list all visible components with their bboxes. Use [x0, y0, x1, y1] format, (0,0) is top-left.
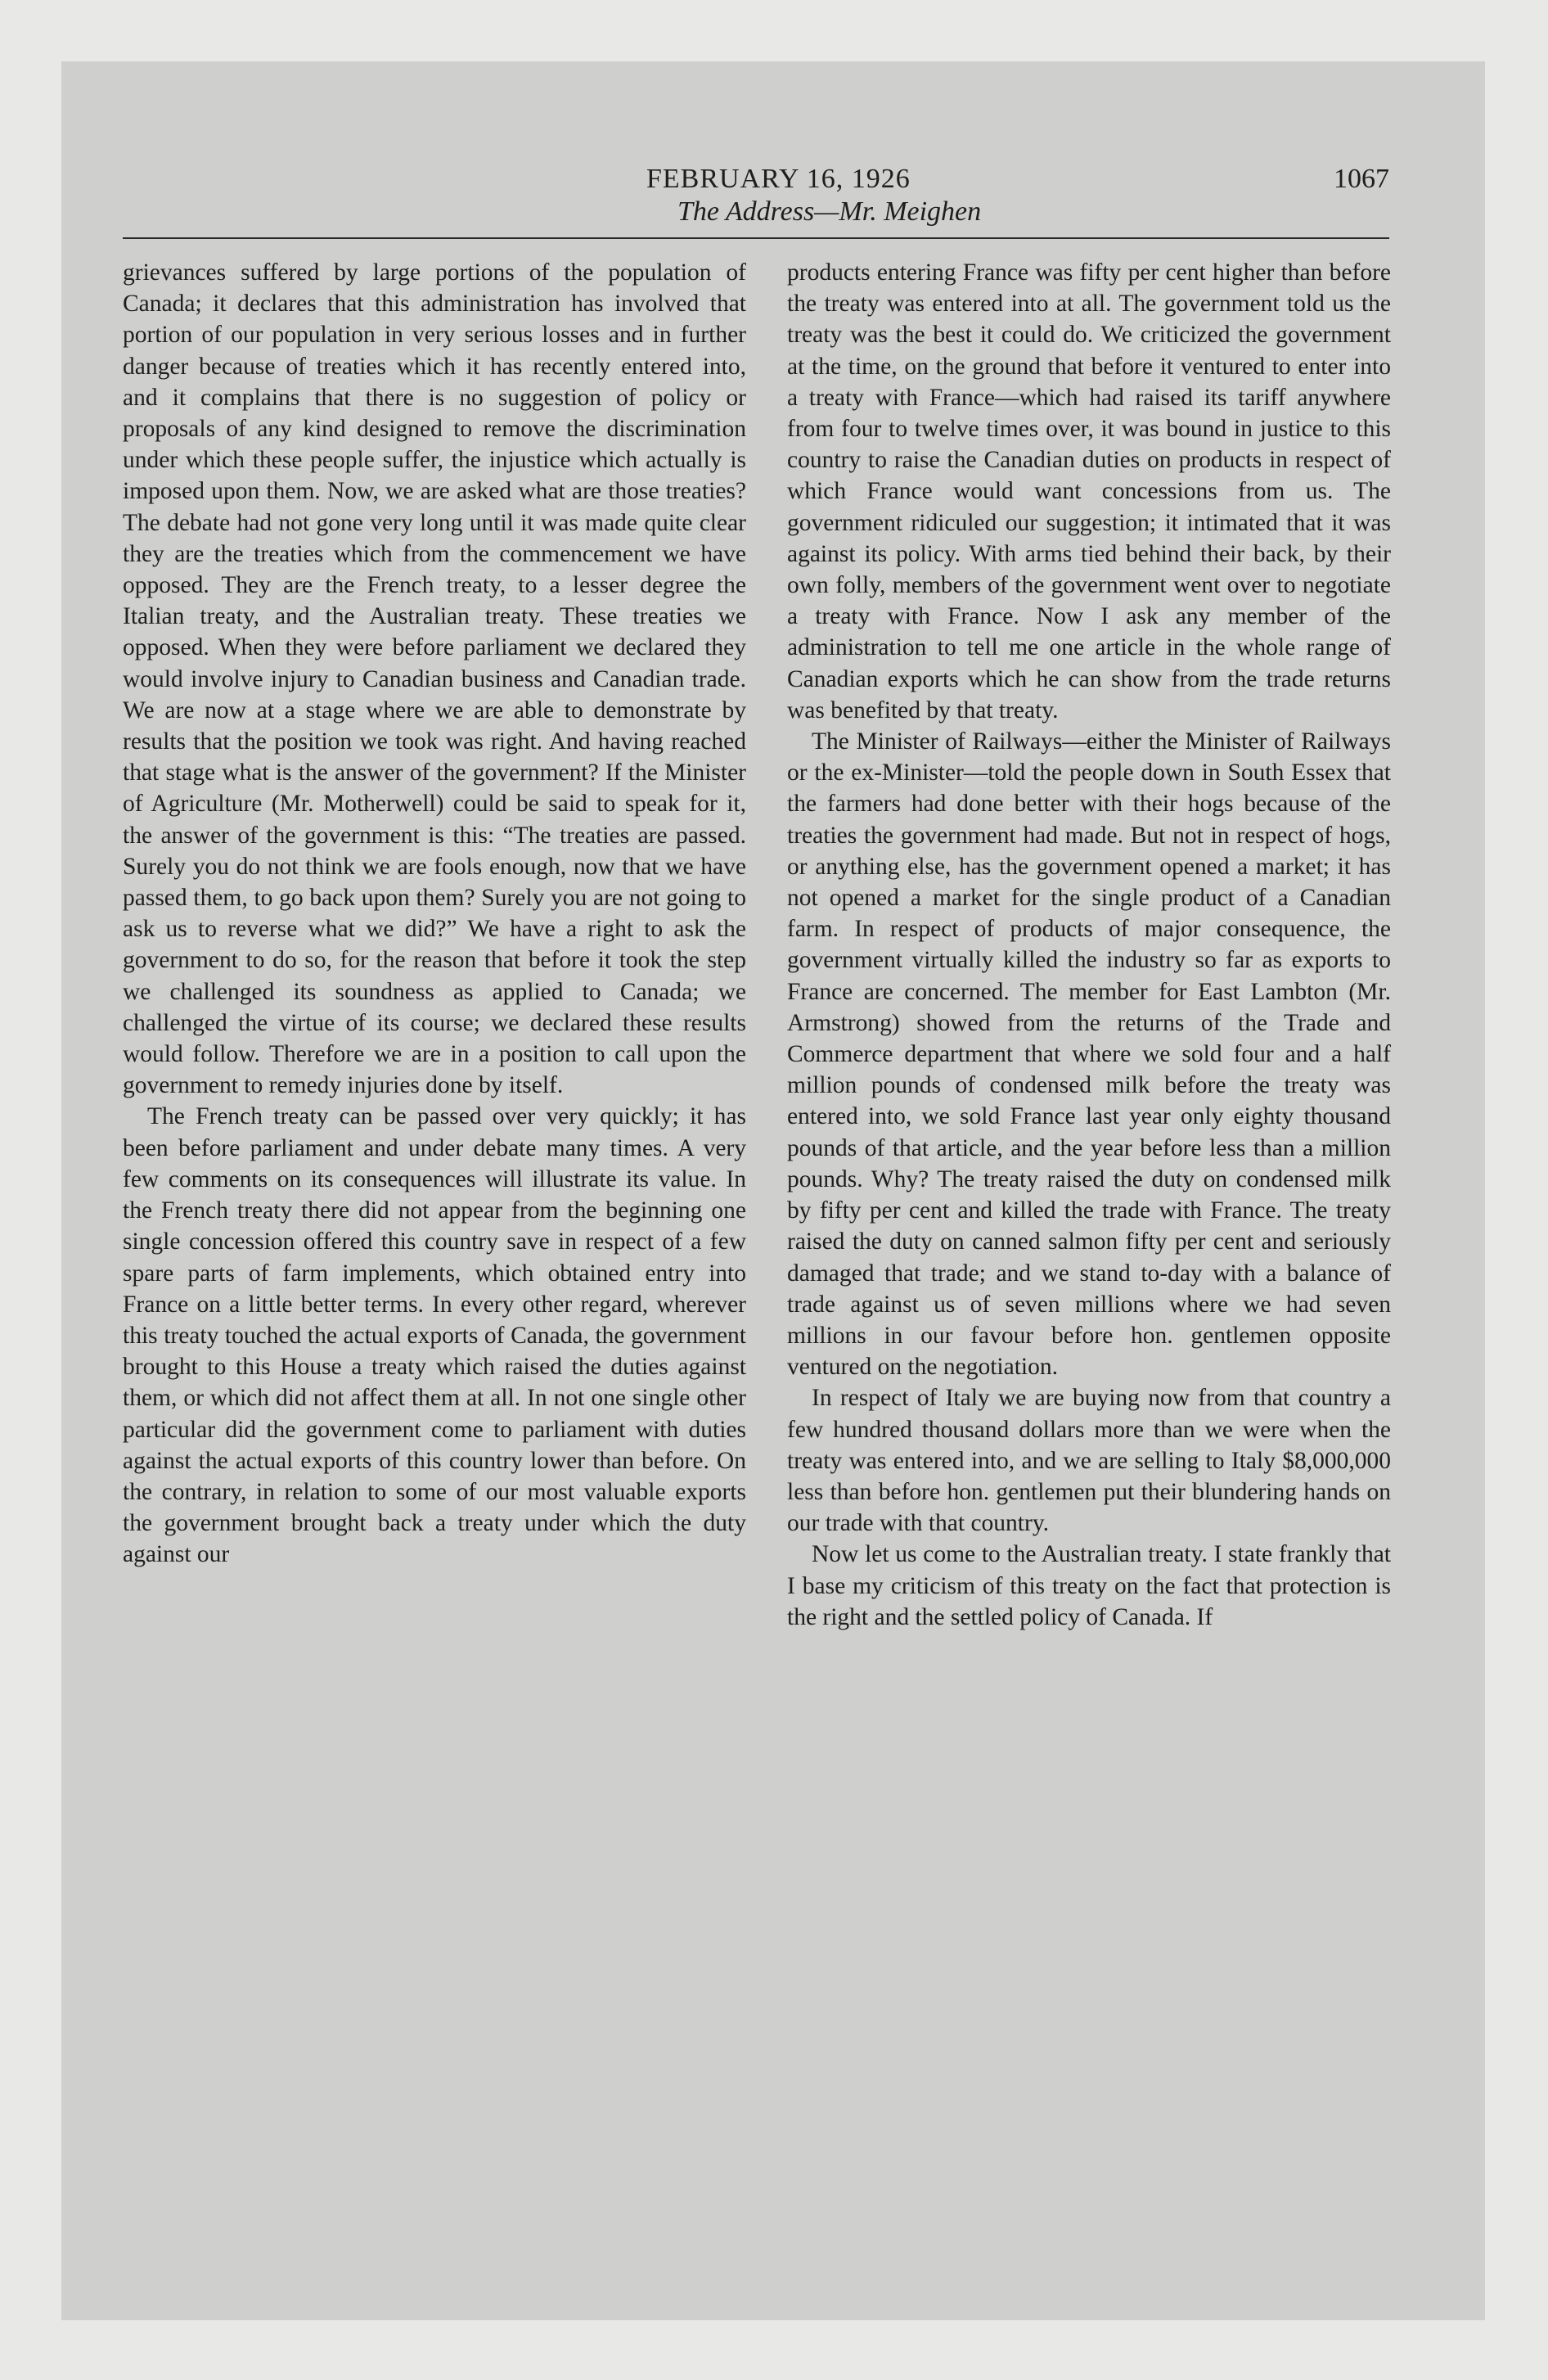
header-date: FEBRUARY 16, 1926: [646, 164, 911, 194]
page-header: [123, 164, 1389, 246]
right-column: [787, 257, 1391, 1633]
paragraph: Now let us come to the Australian treaty. I state frankly that I base my criticism of this treaty on the fact that protection is the right and the settled policy of Canada. If: [787, 1541, 1391, 1630]
header-rule: [123, 237, 1389, 239]
left-column: [123, 257, 746, 1571]
paragraph: products entering France was fifty per cent higher than before the treaty was entered into at all. The government told us the treaty was the best it could do. We criticized the government at the time, on the ground that before it ventured to enter into a treaty with France—which had raised its tariff anywhere from four to twelve times over, it was bound in justice to this country to raise the Canadian duties on products in respect of which France would want concessions from us. The government ridiculed our suggestion; it intimated that it was against its policy. With arms tied behind their back, by their own folly, members of the government went over to negotiate a treaty with France. Now I ask any member of the administration to tell me one article in the whole range of Canadian exports which he can show from the trade returns was benefited by that treaty.: [787, 259, 1391, 723]
paragraph: The French treaty can be passed over very quickly; it has been before parliament and under debate many times. A very few comments on its consequences will illustrate its value. In the French treaty there did not appear from the beginning one single concession offered this country save in respect of a few spare parts of farm implements, which obtained entry into France on a little better terms. In every other regard, wherever this treaty touched the actual exports of Canada, the government brought to this House a treaty which raised the duties against them, or which did not affect them at all. In not one single other particular did the government come to parliament with duties against the actual exports of this country lower than before. On the contrary, in relation to some of our most valuable exports the government brought back a treaty under which the duty against our: [123, 1103, 746, 1568]
paragraph: grievances suffered by large portions of the population of Canada; it declares that this administration has involved that portion of our population in very serious losses and in further danger because of treaties which it has recently entered into, and it complains that there is no suggestion of policy or proposals of any kind designed to remove the discrimination under which these people suffer, the injustice which actually is imposed upon them. Now, we are asked what are those treaties? The debate had not gone very long until it was made quite clear they are the treaties which from the commencement we have opposed. They are the French treaty, to a lesser degree the Italian treaty, and the Australian treaty. These treaties we opposed. When they were before parliament we declared they would involve injury to Canadian business and Canadian trade. We are now at a stage where we are able to demonstrate by results that the position we took was right. And having reached that stage what is the answer of the government? If the Minister of Agriculture (Mr. Motherwell) could be said to speak for it, the answer of the government is this: “The treaties are passed. Surely you do not think we are fools enough, now that we have passed them, to go back upon them? Surely you are not going to ask us to reverse what we did?” We have a right to ask the government to do so, for the reason that before it took the step we challenged its soundness as applied to Canada; we challenged the virtue of its course; we declared these results would follow. Therefore we are in a position to call upon the government to remedy injuries done by itself.: [123, 259, 746, 1099]
header-subtitle: The Address—Mr. Meighen: [677, 196, 982, 227]
page-number: 1067: [1334, 164, 1389, 194]
paragraph: In respect of Italy we are buying now from that country a few hundred thousand dollars more than we were when the treaty was entered into, and we are selling to Italy $8,000,000 less than before hon. gentlemen put their blundering hands on our trade with that country.: [787, 1385, 1391, 1537]
paragraph: The Minister of Railways—either the Minister of Railways or the ex-Minister—told the people down in South Essex that the farmers had done better with their hogs because of the treaties the government had made. But not in respect of hogs, or anything else, has the government opened a market; it has not opened a market for the single product of a Canadian farm. In respect of products of major consequence, the government virtually killed the industry so far as exports to France are concerned. The member for East Lambton (Mr. Armstrong) showed from the returns of the Trade and Commerce department that where we sold four and a half million pounds of condensed milk before the treaty was entered into, we sold France last year only eighty thousand pounds of that article, and the year before less than a million pounds. Why? The treaty raised the duty on condensed milk by fifty per cent and killed the trade with France. The treaty raised the duty on canned salmon fifty per cent and seriously damaged that trade; and we stand to-day with a balance of trade against us of seven millions where we had seven millions in our favour before hon. gentlemen opposite ventured on the negotiation.: [787, 728, 1391, 1381]
